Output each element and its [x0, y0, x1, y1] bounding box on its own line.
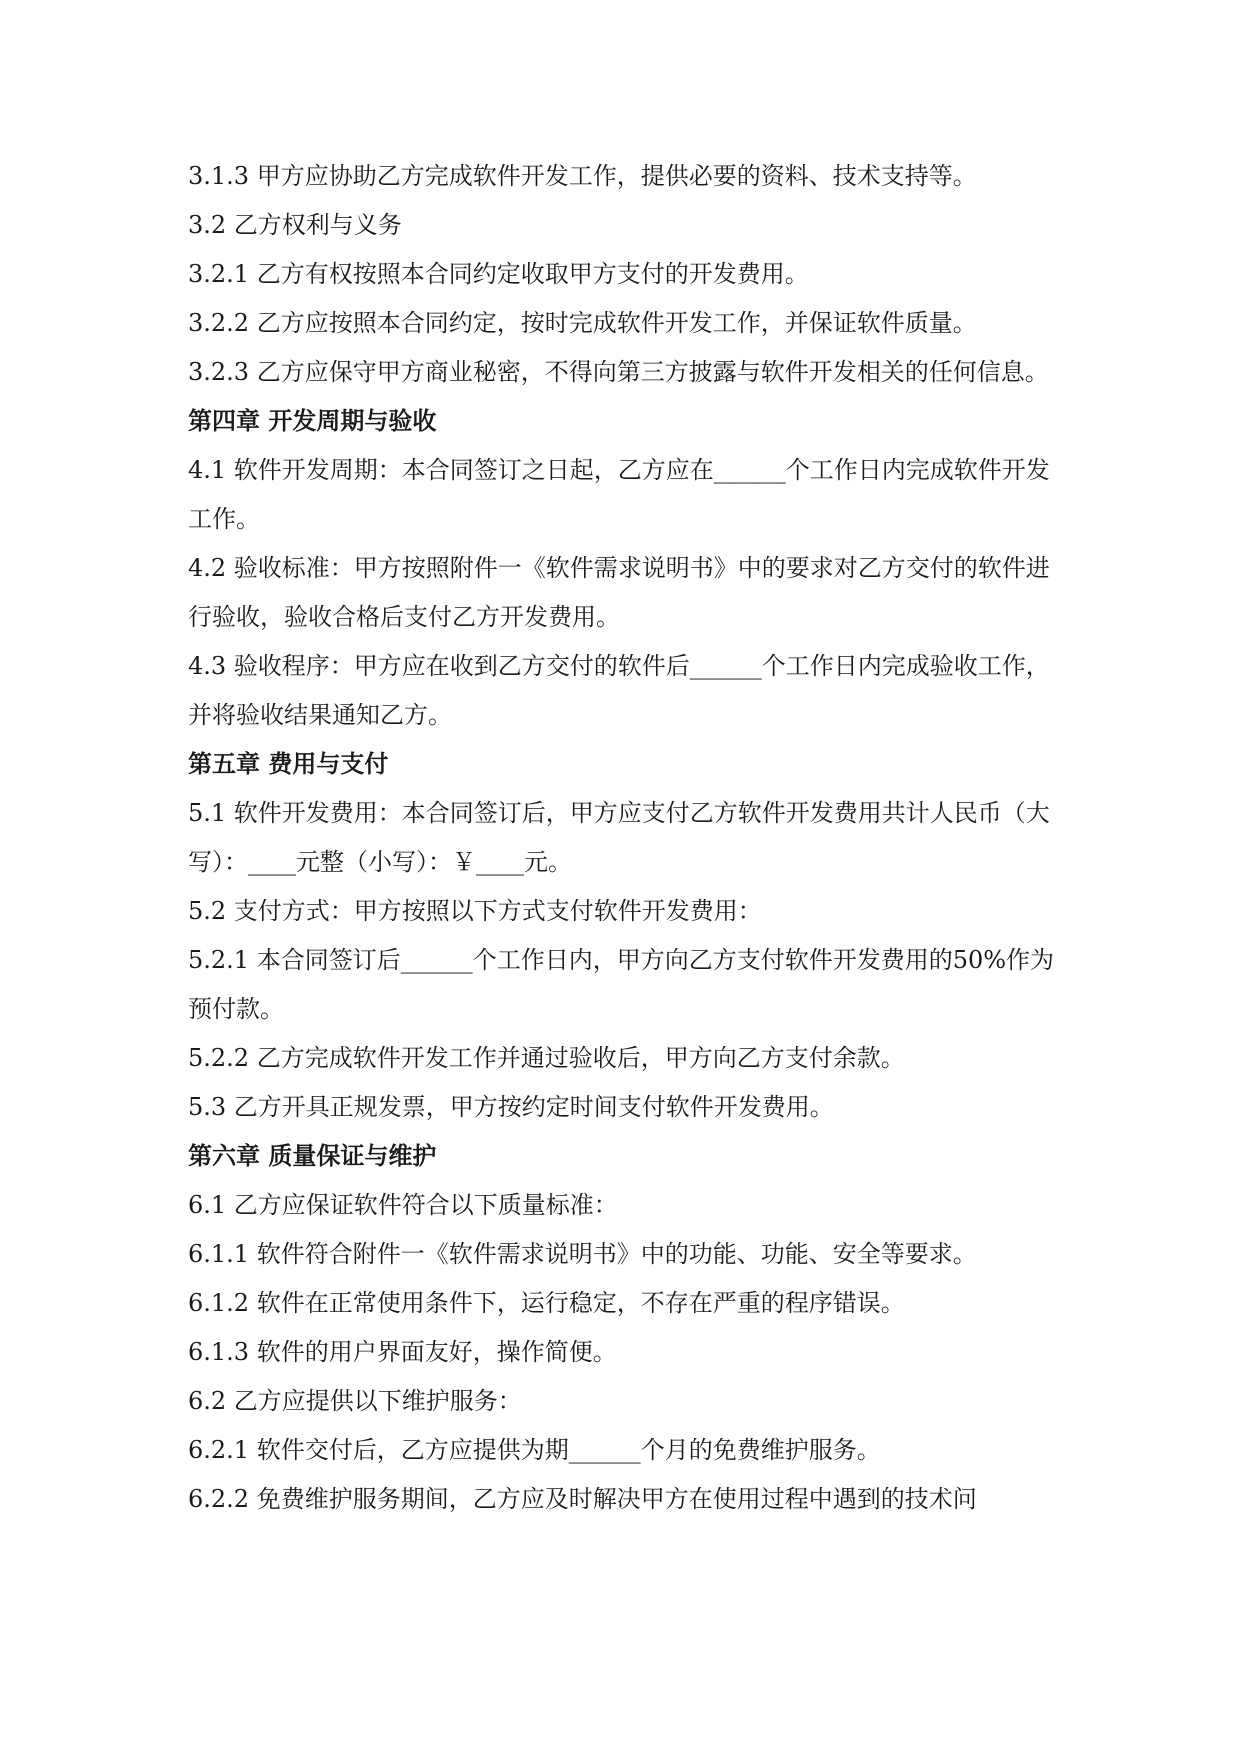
- clause-3-2: 3.2 乙方权利与义务: [188, 211, 402, 239]
- chapter-6-heading: 第六章 质量保证与维护: [188, 1142, 437, 1170]
- clause-4-2: 4.2 验收标准：甲方按照附件一《软件需求说明书》中的要求对乙方交付的软件进行验收，验收合格后支付乙方开发费用。: [188, 554, 1050, 631]
- chapter-4-heading: 第四章 开发周期与验收: [188, 407, 437, 435]
- clause-5-2-1: 5.2.1 本合同签订后______个工作日内，甲方向乙方支付软件开发费用的50%作为预付款。: [188, 946, 1055, 1023]
- clause-6-1-3: 6.1.3 软件的用户界面友好，操作简便。: [188, 1338, 617, 1366]
- clause-5-2: 5.2 支付方式：甲方按照以下方式支付软件开发费用：: [188, 897, 762, 925]
- clause-4-3: 4.3 验收程序：甲方应在收到乙方交付的软件后______个工作日内完成验收工作，并将验收结果通知乙方。: [188, 652, 1050, 729]
- clause-6-1-1: 6.1.1 软件符合附件一《软件需求说明书》中的功能、功能、安全等要求。: [188, 1240, 977, 1268]
- clause-6-2: 6.2 乙方应提供以下维护服务：: [188, 1387, 522, 1415]
- chapter-5-heading: 第五章 费用与支付: [188, 750, 389, 778]
- clause-3-2-3: 3.2.3 乙方应保守甲方商业秘密，不得向第三方披露与软件开发相关的任何信息。: [188, 358, 1049, 386]
- clause-6-2-2: 6.2.2 免费维护服务期间，乙方应及时解决甲方在使用过程中遇到的技术问: [188, 1485, 977, 1513]
- clause-3-2-1: 3.2.1 乙方有权按照本合同约定收取甲方支付的开发费用。: [188, 260, 809, 288]
- clause-6-1-2: 6.1.2 软件在正常使用条件下，运行稳定，不存在严重的程序错误。: [188, 1289, 905, 1317]
- clause-3-2-2: 3.2.2 乙方应按照本合同约定，按时完成软件开发工作，并保证软件质量。: [188, 309, 977, 337]
- clause-6-2-1: 6.2.1 软件交付后，乙方应提供为期______个月的免费维护服务。: [188, 1436, 881, 1464]
- document-body: [188, 152, 1068, 1524]
- clause-5-3: 5.3 乙方开具正规发票，甲方按约定时间支付软件开发费用。: [188, 1093, 834, 1121]
- clause-4-1: 4.1 软件开发周期：本合同签订之日起，乙方应在______个工作日内完成软件开发工作。: [188, 456, 1050, 533]
- clause-6-1: 6.1 乙方应保证软件符合以下质量标准：: [188, 1191, 618, 1219]
- clause-3-1-3: 3.1.3 甲方应协助乙方完成软件开发工作，提供必要的资料、技术支持等。: [188, 162, 977, 190]
- clause-5-2-2: 5.2.2 乙方完成软件开发工作并通过验收后，甲方向乙方支付余款。: [188, 1044, 905, 1072]
- clause-5-1: 5.1 软件开发费用：本合同签订后，甲方应支付乙方软件开发费用共计人民币（大写）：____元整（小写）：￥____元。: [188, 799, 1050, 876]
